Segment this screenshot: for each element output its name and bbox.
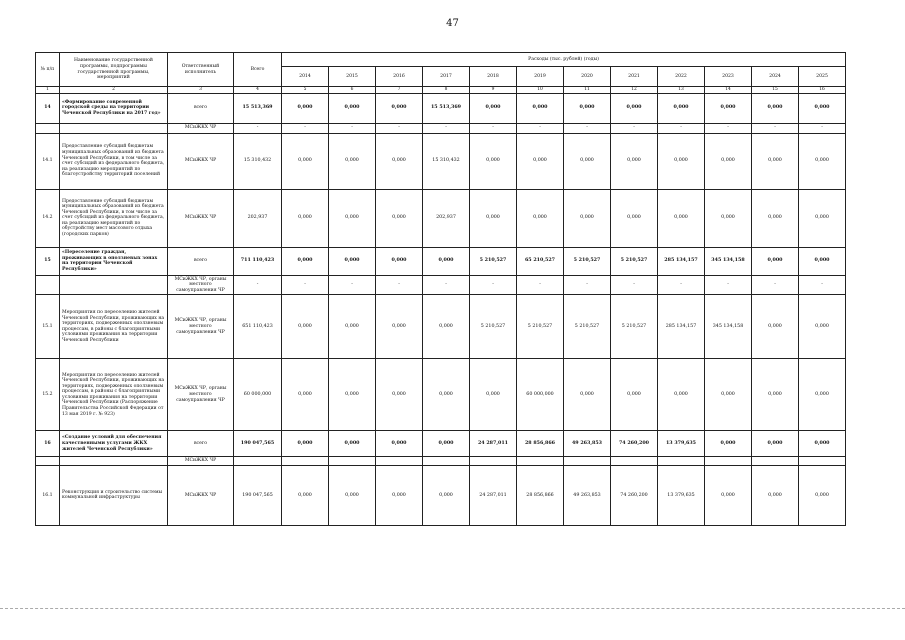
row-value: 0,000 — [658, 133, 705, 189]
row-value: 0,000 — [799, 133, 846, 189]
table-row — [36, 359, 846, 431]
row-value: 0,000 — [329, 465, 376, 525]
row-value: 0,000 — [752, 465, 799, 525]
row-value: 0,000 — [470, 359, 517, 431]
column-index: 1 — [36, 87, 60, 94]
row-value: - — [752, 123, 799, 133]
row-value: - — [799, 275, 846, 295]
row-total — [234, 457, 282, 466]
row-total: 15 310,432 — [234, 133, 282, 189]
table-row — [36, 93, 846, 123]
table-row — [36, 465, 846, 525]
row-value: - — [282, 123, 329, 133]
row-value: 0,000 — [705, 93, 752, 123]
row-value: 0,000 — [752, 295, 799, 359]
row-number: 15 — [36, 247, 60, 275]
row-value: - — [799, 123, 846, 133]
row-responsible: МСиЖКХ ЧР — [168, 465, 234, 525]
row-value: 0,000 — [752, 93, 799, 123]
row-number: 16 — [36, 431, 60, 457]
row-value: 0,000 — [376, 359, 423, 431]
page-number: 47 — [446, 18, 459, 29]
row-value: 0,000 — [282, 359, 329, 431]
row-number — [36, 123, 60, 133]
column-index: 7 — [376, 87, 423, 94]
row-value: 65 210,527 — [517, 247, 564, 275]
column-index: 16 — [799, 87, 846, 94]
table-row — [36, 457, 846, 466]
header-responsible: Ответственный исполнитель — [168, 53, 234, 87]
row-value: 0,000 — [423, 465, 470, 525]
header-year: 2014 — [282, 67, 329, 87]
row-responsible: МСиЖКХ ЧР, органы местного самоуправления ЧР — [168, 359, 234, 431]
column-index: 2 — [60, 87, 168, 94]
row-value: 0,000 — [282, 189, 329, 247]
row-total: - — [234, 275, 282, 295]
row-value: 0,000 — [423, 431, 470, 457]
row-name: Предоставление субсидий бюджетам муниципальных образований из бюджета Чеченской Республики, в том числе за счет субсидий из федерального бюджета, на реализацию мероприятий по обустройству мест массового отдыха (городских парков) — [60, 189, 168, 247]
row-value: 0,000 — [423, 295, 470, 359]
row-value: 28 856,866 — [517, 431, 564, 457]
row-number — [36, 275, 60, 295]
row-value: - — [658, 275, 705, 295]
row-value: 0,000 — [470, 93, 517, 123]
row-value: 0,000 — [329, 189, 376, 247]
row-number: 16.1 — [36, 465, 60, 525]
row-value: 0,000 — [705, 465, 752, 525]
row-total: 15 513,369 — [234, 93, 282, 123]
row-value: 0,000 — [705, 359, 752, 431]
row-name: Предоставление субсидий бюджетам муниципальных образований из бюджета Чеченской Республики, в том числе за счет субсидий из федерального бюджета, на реализацию мероприятий по благоустройству территорий поселений — [60, 133, 168, 189]
table-row — [36, 247, 846, 275]
row-value: 5 210,527 — [611, 247, 658, 275]
header-year: 2025 — [799, 67, 846, 87]
row-value: 0,000 — [282, 295, 329, 359]
header-year: 2020 — [564, 67, 611, 87]
row-value: 0,000 — [799, 93, 846, 123]
header-year: 2022 — [658, 67, 705, 87]
row-value: 0,000 — [799, 359, 846, 431]
row-value: - — [470, 123, 517, 133]
row-value: 345 134,158 — [705, 295, 752, 359]
row-value: 28 856,866 — [517, 465, 564, 525]
row-value: 15 310,432 — [423, 133, 470, 189]
scan-artifact-line — [0, 608, 905, 610]
row-value: 60 000,000 — [517, 359, 564, 431]
row-value — [329, 457, 376, 466]
row-value: - — [329, 275, 376, 295]
row-responsible: МСиЖКХ ЧР, органы местного самоуправления ЧР — [168, 295, 234, 359]
row-value: 0,000 — [376, 133, 423, 189]
header-year: 2023 — [705, 67, 752, 87]
column-index: 13 — [658, 87, 705, 94]
row-name — [60, 457, 168, 466]
row-number — [36, 457, 60, 466]
row-value: 5 210,527 — [470, 295, 517, 359]
row-value: 0,000 — [611, 93, 658, 123]
row-name — [60, 275, 168, 295]
row-value: 13 379,635 — [658, 431, 705, 457]
row-value: - — [423, 275, 470, 295]
table-row — [36, 123, 846, 133]
header-year: 2015 — [329, 67, 376, 87]
row-value: 0,000 — [282, 465, 329, 525]
row-value: 0,000 — [799, 247, 846, 275]
column-index: 8 — [423, 87, 470, 94]
row-value: - — [517, 275, 564, 295]
row-value: 13 379,635 — [658, 465, 705, 525]
row-value: - — [705, 123, 752, 133]
table-row — [36, 295, 846, 359]
row-value: 24 287,011 — [470, 431, 517, 457]
row-value — [564, 457, 611, 466]
row-value: - — [376, 275, 423, 295]
row-value: 0,000 — [658, 93, 705, 123]
row-total: 190 047,565 — [234, 431, 282, 457]
row-value: 0,000 — [376, 247, 423, 275]
row-value: 0,000 — [282, 133, 329, 189]
row-value: 0,000 — [752, 189, 799, 247]
row-name: Мероприятия по переселению жителей Чеченской Республики, проживающих на территориях, подверженных оползневым процессам, в районы с благоприятными условиями проживания на территории Чеченской Республики — [60, 295, 168, 359]
row-value: - — [282, 275, 329, 295]
row-value: 0,000 — [282, 431, 329, 457]
row-value: 24 287,011 — [470, 465, 517, 525]
row-value: 0,000 — [517, 133, 564, 189]
row-name: «Переселение граждан, проживающих в оползневых зонах на территории Чеченской Республики» — [60, 247, 168, 275]
row-number: 15.2 — [36, 359, 60, 431]
column-index: 11 — [564, 87, 611, 94]
row-value: 0,000 — [752, 247, 799, 275]
row-value: 0,000 — [658, 189, 705, 247]
row-value: 0,000 — [564, 93, 611, 123]
row-value: 0,000 — [564, 133, 611, 189]
row-value: 0,000 — [658, 359, 705, 431]
row-total: 60 000,000 — [234, 359, 282, 431]
row-total: - — [234, 123, 282, 133]
row-value: - — [376, 123, 423, 133]
row-value: 0,000 — [470, 133, 517, 189]
row-value: 0,000 — [611, 189, 658, 247]
row-value: - — [564, 123, 611, 133]
row-value: 5 210,527 — [611, 295, 658, 359]
row-value — [658, 457, 705, 466]
column-index: 4 — [234, 87, 282, 94]
row-value: 49 263,853 — [564, 465, 611, 525]
row-value: - — [611, 123, 658, 133]
row-value: 0,000 — [376, 93, 423, 123]
row-value: 0,000 — [799, 431, 846, 457]
row-value: - — [517, 123, 564, 133]
column-index: 5 — [282, 87, 329, 94]
row-value: 0,000 — [611, 133, 658, 189]
row-value: 285 134,157 — [658, 247, 705, 275]
row-value: 0,000 — [564, 359, 611, 431]
row-value: - — [752, 275, 799, 295]
column-index: 15 — [752, 87, 799, 94]
row-value: 0,000 — [470, 189, 517, 247]
row-value: 0,000 — [799, 465, 846, 525]
row-value — [282, 457, 329, 466]
table-row — [36, 133, 846, 189]
row-value — [752, 457, 799, 466]
row-value: 0,000 — [282, 247, 329, 275]
row-value: 0,000 — [752, 133, 799, 189]
row-responsible: МСиЖКХ ЧР — [168, 457, 234, 466]
header-year: 2019 — [517, 67, 564, 87]
row-number: 15.1 — [36, 295, 60, 359]
row-number: 14.1 — [36, 133, 60, 189]
row-value: 0,000 — [752, 359, 799, 431]
row-value: 202,937 — [423, 189, 470, 247]
column-index: 3 — [168, 87, 234, 94]
row-value: - — [611, 275, 658, 295]
budget-table — [35, 52, 846, 526]
row-value: 74 260,200 — [611, 431, 658, 457]
header-year: 2017 — [423, 67, 470, 87]
row-responsible: МСиЖКХ ЧР — [168, 133, 234, 189]
row-responsible: всего — [168, 93, 234, 123]
row-value: 0,000 — [376, 295, 423, 359]
column-index: 6 — [329, 87, 376, 94]
row-total: 651 110,423 — [234, 295, 282, 359]
row-value: 0,000 — [705, 133, 752, 189]
row-total: 190 047,565 — [234, 465, 282, 525]
row-name: Мероприятия по переселению жителей Чеченской Республики, проживающих на территориях, подверженных оползневым процессам, в районы с благоприятными условиями проживания на территории Чеченской Республики (Распоряжение Правительства Российской Федерации от 13 мая 2019 г. № 923) — [60, 359, 168, 431]
row-value: 0,000 — [705, 431, 752, 457]
row-responsible: МСиЖКХ ЧР — [168, 189, 234, 247]
row-value: 5 210,527 — [470, 247, 517, 275]
row-value — [376, 457, 423, 466]
row-value: 0,000 — [329, 295, 376, 359]
row-value — [611, 457, 658, 466]
row-value: 345 134,158 — [705, 247, 752, 275]
row-value: 5 210,527 — [517, 295, 564, 359]
row-number: 14.2 — [36, 189, 60, 247]
row-value: 0,000 — [423, 247, 470, 275]
header-year: 2018 — [470, 67, 517, 87]
row-value: - — [329, 123, 376, 133]
row-name — [60, 123, 168, 133]
row-value: 0,000 — [329, 431, 376, 457]
row-value — [470, 457, 517, 466]
table-row — [36, 275, 846, 295]
row-value: 0,000 — [376, 189, 423, 247]
row-total: 202,937 — [234, 189, 282, 247]
row-value: 0,000 — [705, 189, 752, 247]
row-total: 711 110,423 — [234, 247, 282, 275]
header-name: Наименование государственной программы, подпрограммы государственной программы, мероприятий — [60, 53, 168, 87]
table-row — [36, 431, 846, 457]
row-value: - — [705, 275, 752, 295]
row-value: 0,000 — [282, 93, 329, 123]
row-value: 5 210,527 — [564, 295, 611, 359]
row-value — [799, 457, 846, 466]
row-value — [705, 457, 752, 466]
row-value: 15 513,369 — [423, 93, 470, 123]
row-value — [423, 457, 470, 466]
header-total: Всего — [234, 53, 282, 87]
row-value: - — [658, 123, 705, 133]
row-value: 0,000 — [799, 295, 846, 359]
row-value: 0,000 — [799, 189, 846, 247]
row-value: 0,000 — [329, 247, 376, 275]
row-value — [517, 457, 564, 466]
column-index: 10 — [517, 87, 564, 94]
row-responsible: всего — [168, 431, 234, 457]
row-value: - — [423, 123, 470, 133]
header-year: 2016 — [376, 67, 423, 87]
row-value: 0,000 — [329, 93, 376, 123]
row-name: Реконструкция и строительство системы коммунальной инфраструктуры — [60, 465, 168, 525]
header-year: 2021 — [611, 67, 658, 87]
row-name: «Формирование современной городской среды на территории Чеченской Республики на 2017 год» — [60, 93, 168, 123]
row-value: 0,000 — [329, 359, 376, 431]
table-row — [36, 189, 846, 247]
header-no: № п/п — [36, 53, 60, 87]
row-value: 0,000 — [329, 133, 376, 189]
row-value: 285 134,157 — [658, 295, 705, 359]
row-value: 0,000 — [611, 359, 658, 431]
row-responsible: МСиЖКХ ЧР — [168, 123, 234, 133]
row-number: 14 — [36, 93, 60, 123]
row-responsible: МСиЖКХ ЧР, органы местного самоуправления ЧР — [168, 275, 234, 295]
row-value: 0,000 — [564, 189, 611, 247]
header-year: 2024 — [752, 67, 799, 87]
column-index: 14 — [705, 87, 752, 94]
row-value: 0,000 — [752, 431, 799, 457]
row-value: 49 263,853 — [564, 431, 611, 457]
row-value: 0,000 — [517, 93, 564, 123]
row-value: 0,000 — [517, 189, 564, 247]
row-responsible: всего — [168, 247, 234, 275]
row-value: - — [564, 275, 611, 295]
row-value: 0,000 — [423, 359, 470, 431]
row-name: «Создание условий для обеспечения качественными услугами ЖКХ жителей Чеченской Республики» — [60, 431, 168, 457]
row-value: 74 260,200 — [611, 465, 658, 525]
row-value: 0,000 — [376, 465, 423, 525]
row-value: 5 210,527 — [564, 247, 611, 275]
row-value: - — [470, 275, 517, 295]
column-index: 12 — [611, 87, 658, 94]
header-expenses: Расходы (тыс. рублей) (годы) — [282, 53, 846, 67]
column-index: 9 — [470, 87, 517, 94]
row-value: 0,000 — [376, 431, 423, 457]
